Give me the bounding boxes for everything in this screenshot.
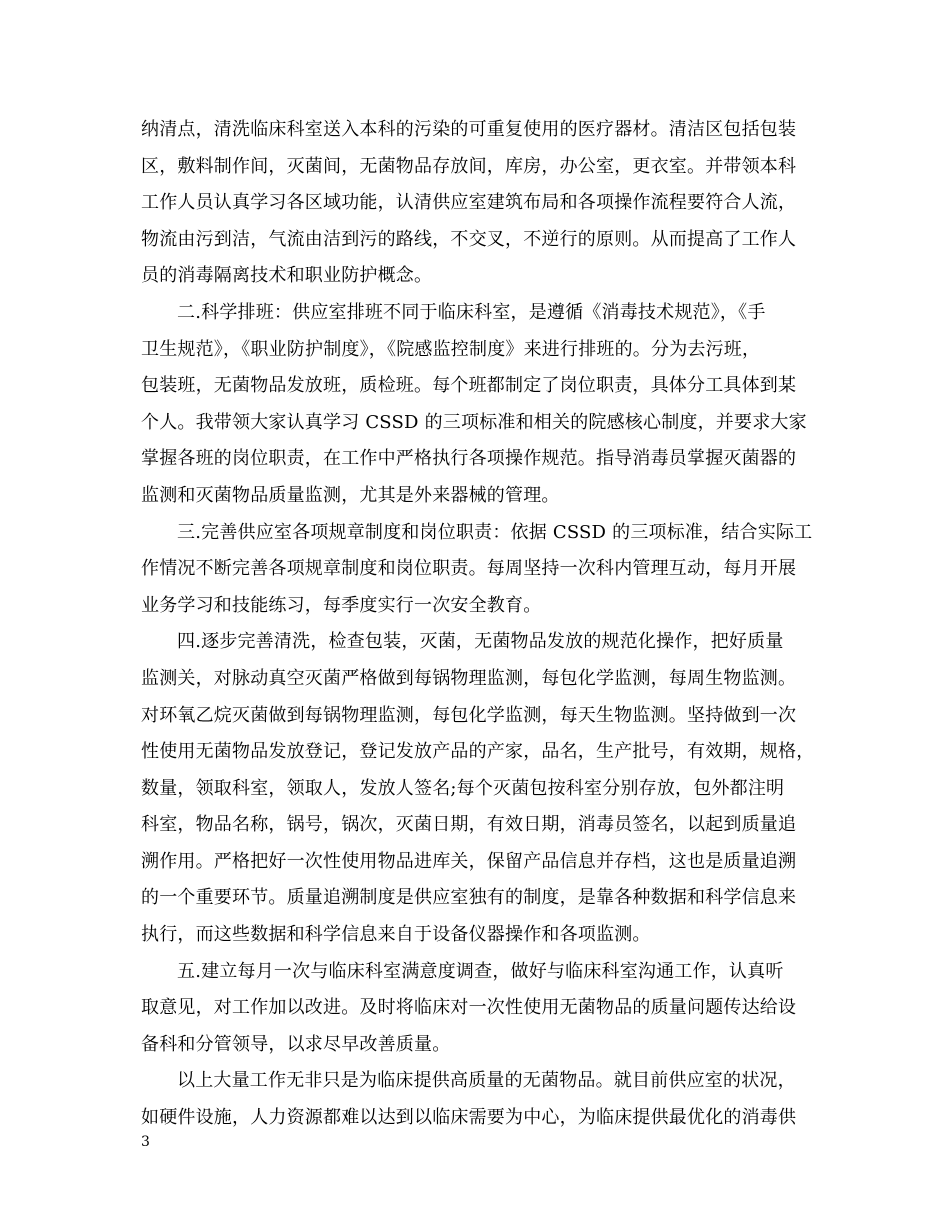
- text-line: 监测和灭菌物品质量监测，尤其是外来器械的管理。: [141, 484, 560, 506]
- text-line: 掌握各班的岗位职责，在工作中严格执行各项操作规范。指导消毒员掌握灭菌器的: [141, 448, 797, 470]
- text-line: 个人。我带领大家认真学习 CSSD 的三项标准和相关的院感核心制度，并要求大家: [141, 411, 807, 433]
- text-line: 员的消毒隔离技术和职业防护概念。: [141, 265, 433, 287]
- text-line: 包装班，无菌物品发放班，质检班。每个班都制定了岗位职责，具体分工具体到某: [141, 375, 797, 397]
- text-line: 数量，领取科室，领取人，发放人签名;每个灭菌包按科室分别存放，包外都注明: [141, 777, 785, 799]
- text-line: 纳清点，清洗临床科室送入本科的污染的可重复使用的医疗器材。清洁区包括包装: [141, 119, 797, 140]
- text-line: 备科和分管领导，以求尽早改善质量。: [141, 1033, 451, 1055]
- paragraph-scheduling: [141, 295, 811, 515]
- text-line: 工作人员认真学习各区域功能，认清供应室建筑布局和各项操作流程要符合人流，: [141, 192, 797, 214]
- text-line: 如硬件设施，人力资源都难以达到以临床需要为中心，为临床提供最优化的消毒供: [141, 1107, 797, 1129]
- text-line: 三.完善供应室各项规章制度和岗位职责：依据 CSSD 的三项标准，结合实际工: [177, 521, 813, 543]
- text-line: 性使用无菌物品发放登记，登记发放产品的产家，品名，生产批号，有效期，规格，: [141, 741, 815, 763]
- text-line: 以上大量工作无非只是为临床提供高质量的无菌物品。就目前供应室的状况，: [177, 1070, 796, 1092]
- paragraph-summary: [141, 1063, 811, 1136]
- text-line: 二.科学排班：供应室排班不同于临床科室，是遵循《消毒技术规范》，《手: [177, 301, 766, 323]
- text-line: 监测关，对脉动真空灭菌严格做到每锅物理监测，每包化学监测，每周生物监测。: [141, 667, 797, 689]
- text-line: 取意见，对工作加以改进。及时将临床对一次性使用无菌物品的质量问题传达给设: [141, 997, 797, 1019]
- paragraph-standardization: [141, 624, 815, 953]
- text-line: 区，敷料制作间，灭菌间，无菌物品存放间，库房，办公室，更衣室。并带领本科: [141, 155, 797, 177]
- text-line: 五.建立每月一次与临床科室满意度调查，做好与临床科室沟通工作，认真听: [177, 960, 784, 982]
- text-line: 的一个重要环节。质量追溯制度是供应室独有的制度，是靠各种数据和科学信息来: [141, 887, 797, 909]
- paragraph-regulations: [141, 515, 811, 625]
- page-number: 3: [141, 1134, 150, 1150]
- text-line: 四.逐步完善清洗，检查包装，灭菌，无菌物品发放的规范化操作，把好质量: [177, 631, 784, 653]
- text-line: 科室，物品名称，锅号，锅次，灭菌日期，有效日期，消毒员签名，以起到质量追: [141, 814, 797, 836]
- paragraph-intro-continued: [141, 112, 811, 295]
- text-line: 对环氧乙烷灭菌做到每锅物理监测，每包化学监测，每天生物监测。坚持做到一次: [141, 704, 797, 726]
- text-line: 卫生规范》，《职业防护制度》，《院感监控制度》来进行排班的。分为去污班，: [141, 338, 761, 360]
- text-line: 业务学习和技能练习，每季度实行一次安全教育。: [141, 594, 542, 616]
- text-line: 作情况不断完善各项规章制度和岗位职责。每周坚持一次科内管理互动，每月开展: [141, 558, 797, 580]
- document-body: [141, 112, 815, 1137]
- text-line: 物流由污到洁，气流由洁到污的路线，不交叉，不逆行的原则。从而提高了工作人: [141, 228, 797, 250]
- text-line: 溯作用。严格把好一次性使用物品进库关，保留产品信息并存档，这也是质量追溯: [141, 850, 797, 872]
- paragraph-satisfaction-survey: [141, 954, 811, 1064]
- text-line: 执行，而这些数据和科学信息来自于设备仪器操作和各项监测。: [141, 924, 651, 946]
